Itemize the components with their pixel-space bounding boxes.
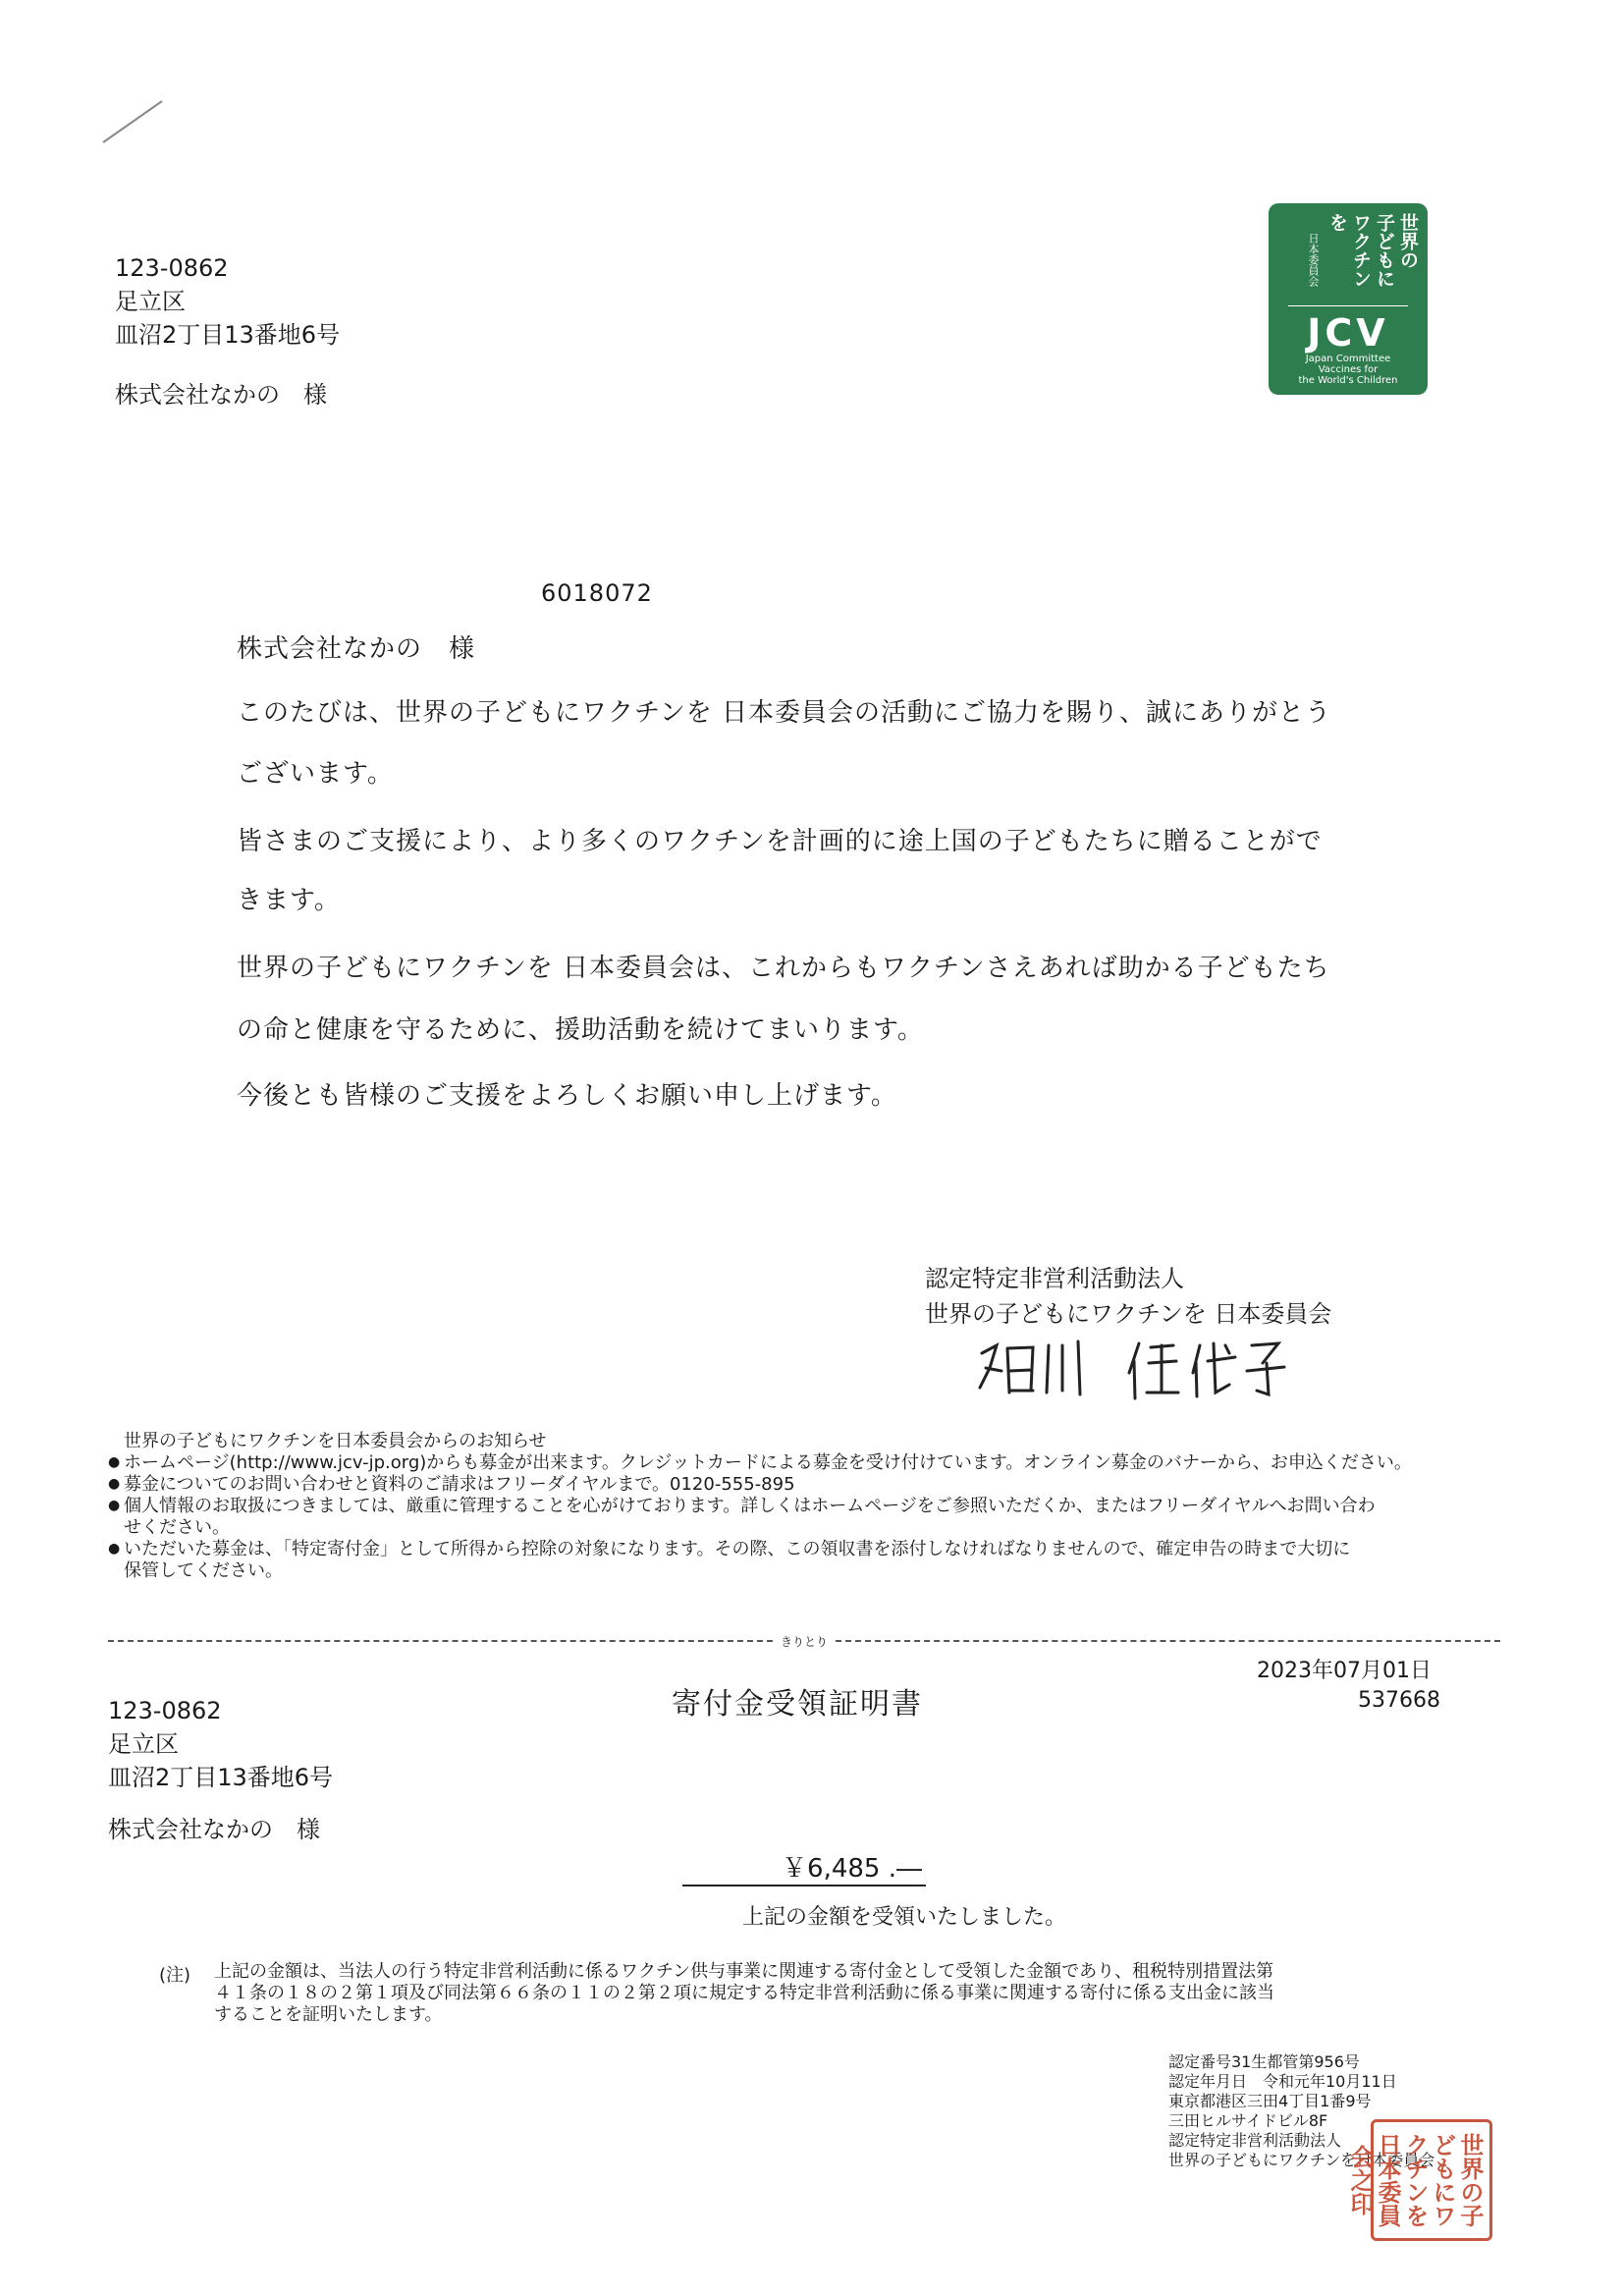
notice-item-text-cont: せください。 — [124, 1517, 230, 1538]
notice-item — [108, 1474, 1522, 1496]
notice-section — [108, 1431, 1522, 1582]
receipt-number: 537668 — [1358, 1688, 1440, 1713]
amount-value: ￥6,485 .― — [782, 1854, 922, 1884]
receipt-received: 上記の金額を受領いたしました。 — [742, 1905, 1067, 1930]
letter-greeting: 株式会社なかの 様 — [237, 634, 476, 664]
receipt-address — [108, 1694, 333, 1794]
letter-line-2: ございます。 — [237, 759, 394, 789]
signature-block — [925, 1261, 1331, 1332]
receipt-ward: 足立区 — [108, 1730, 179, 1758]
letter-line-1: このたびは、世界の子どもにワクチンを 日本委員会の活動にご協力を賜り、誠にありがとう — [237, 698, 1331, 728]
letter-line-6: の命と健康を守るために、援助活動を続けてまいります。 — [237, 1015, 924, 1045]
logo-english-3: the World's Children — [1298, 375, 1398, 386]
address-ward: 足立区 — [115, 288, 186, 315]
letter-line-3: 皆さまのご支援により、より多くのワクチンを計画的に途上国の子どもたちに贈ることがで — [237, 827, 1323, 856]
issuer-line-4: 三田ヒルサイドビル8F — [1168, 2111, 1328, 2130]
logo-small-text: 日本委員会 — [1307, 233, 1320, 287]
letter-line-4: きます。 — [237, 886, 341, 915]
signature-strokes — [972, 1334, 1306, 1402]
official-seal — [1346, 2119, 1492, 2241]
note-line-1: 上記の金額は、当法人の行う特定非営利活動に係るワクチン供与事業に関連する寄付金として受領した金額であり、租税特別措置法第 — [214, 1961, 1274, 1982]
logo-separator — [1288, 305, 1408, 306]
logo-line-2: 子どもに — [1374, 213, 1395, 288]
logo-english-2: Vaccines for — [1318, 364, 1379, 375]
letter-line-5: 世界の子どもにワクチンを 日本委員会は、これからもワクチンさえあれば助かる子どもたち — [237, 954, 1330, 983]
cut-dash-right — [836, 1640, 1500, 1642]
logo-english-1: Japan Committee — [1305, 354, 1391, 364]
recipient-address — [115, 251, 340, 352]
receipt-name: 株式会社なかの 様 — [108, 1816, 320, 1843]
cut-label: きりとり — [781, 1634, 829, 1649]
logo-line-1: 世界の — [1397, 213, 1419, 269]
org-name: 世界の子どもにワクチンを 日本委員会 — [925, 1300, 1332, 1328]
receipt-title: 寄付金受領証明書 — [672, 1687, 923, 1722]
scan-mark — [98, 98, 167, 147]
recipient-name: 株式会社なかの 様 — [115, 381, 327, 409]
receipt-note-label: (注) — [159, 1965, 191, 1986]
issuer-line-6: 世界の子どもにワクチンを日本委員会 — [1168, 2151, 1435, 2169]
notice-item — [108, 1496, 1522, 1539]
letter-line-7: 今後とも皆様のご支援をよろしくお願い申し上げます。 — [237, 1081, 897, 1111]
issuer-line-1: 認定番号31生都管第956号 — [1168, 2052, 1360, 2071]
logo-abbr: JCV — [1307, 311, 1389, 355]
bullet-icon: ● — [108, 1498, 121, 1513]
issuer-line-2: 認定年月日 令和元年10月11日 — [1168, 2072, 1397, 2091]
receipt-amount — [682, 1848, 926, 1886]
letter-number: 6018072 — [541, 579, 653, 607]
notice-item-text: 個人情報のお取扱につきましては、厳重に管理することを心がけております。詳しくはホームページをご参照いただくか、またはフリーダイヤルへお問い合わ — [124, 1496, 1376, 1516]
note-line-2: ４１条の１８の２第１項及び同法第６６条の１１の２第２項に規定する特定非営利活動に係る事業に関連する寄付に係る支出金に該当 — [214, 1983, 1274, 2003]
logo-line-4: を — [1326, 213, 1348, 232]
handwritten-signature — [972, 1334, 1306, 1406]
notice-item-text-cont: 保管してください。 — [124, 1560, 283, 1581]
receipt-street: 皿沼2丁目13番地6号 — [108, 1764, 334, 1791]
notice-item-text: いただいた募金は、「特定寄付金」として所得から控除の対象になります。その際、この領収書を添付しなければなりませんので、確定申告の時まで大切に — [124, 1539, 1351, 1559]
notice-item-text: 募金についてのお問い合わせと資料のご請求はフリーダイヤルまで。0120-555-895 — [124, 1474, 795, 1495]
bullet-icon: ● — [108, 1454, 121, 1470]
logo-english — [1269, 354, 1428, 386]
receipt-postal: 123-0862 — [108, 1697, 222, 1724]
receipt-note — [214, 1961, 1274, 2026]
notice-title: 世界の子どもにワクチンを日本委員会からのお知らせ — [124, 1431, 547, 1451]
notice-item-text: ホームページ(http://www.jcv-jp.org)からも募金が出来ます。クレジットカードによる募金を受け付けています。オンライン募金のバナーから、お申込ください。 — [124, 1452, 1412, 1473]
jcv-logo — [1269, 203, 1428, 395]
bullet-icon: ● — [108, 1541, 121, 1557]
logo-line-3: ワクチン — [1350, 213, 1372, 288]
postal-code: 123-0862 — [115, 254, 229, 282]
cut-line — [108, 1631, 1500, 1651]
address-street: 皿沼2丁目13番地6号 — [115, 321, 341, 349]
org-type: 認定特定非営利活動法人 — [925, 1265, 1184, 1292]
issuer-line-5: 認定特定非営利活動法人 — [1168, 2131, 1342, 2150]
bullet-icon: ● — [108, 1476, 121, 1492]
seal-text: 世界の子どもにワクチンを日本委員会之印 — [1346, 2133, 1484, 2227]
note-line-3: することを証明いたします。 — [214, 2004, 443, 2025]
notice-item — [108, 1539, 1522, 1582]
receipt-date: 2023年07月01日 — [1257, 1659, 1432, 1683]
cut-dash-left — [108, 1640, 773, 1642]
notice-item — [108, 1452, 1522, 1474]
issuer-line-3: 東京都港区三田4丁目1番9号 — [1168, 2092, 1372, 2110]
